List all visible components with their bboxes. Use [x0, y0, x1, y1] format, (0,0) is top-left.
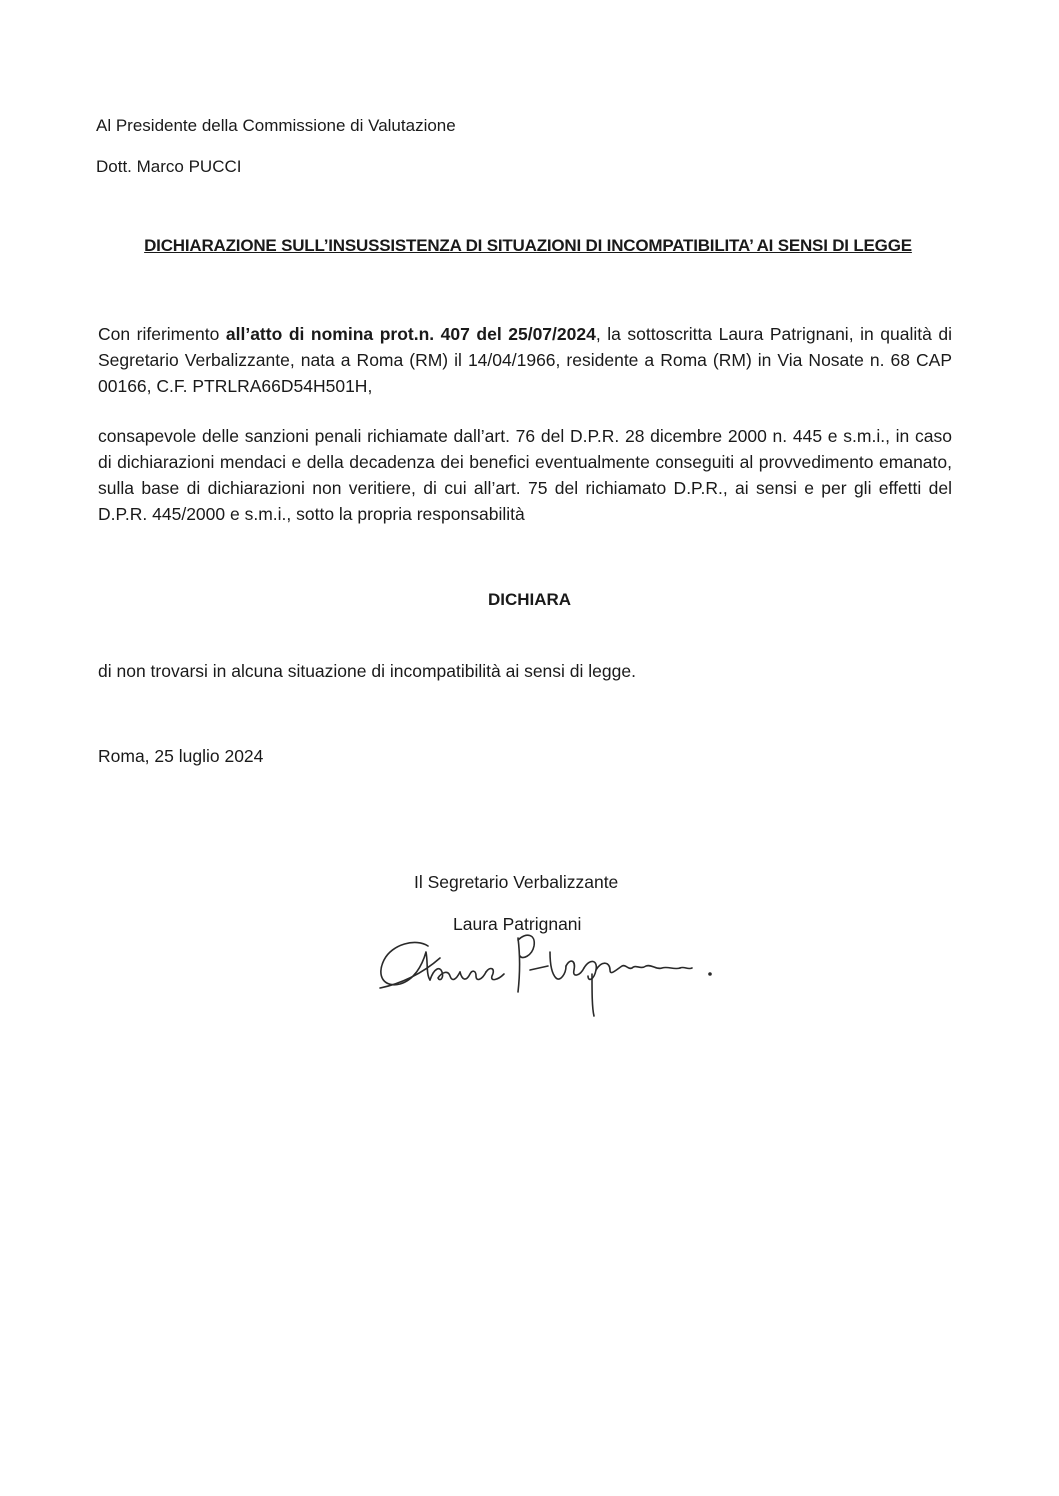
handwritten-signature: [370, 908, 730, 1018]
reference-paragraph-prefix: Con riferimento: [98, 324, 226, 344]
awareness-paragraph: consapevole delle sanzioni penali richiamate dall’art. 76 del D.P.R. 28 dicembre 2000 n. 445 e s.m.i., in caso di dichiarazioni mendaci e della decadenza dei benefici eventualmente conseguiti al provvedimento emanato, sulla base di dichiarazioni non veritiere, di cui all’art. 75 del richiamato D.P.R., ai sensi e per gli effetti del D.P.R. 445/2000 e s.m.i., sotto la propria responsabilità: [98, 426, 952, 524]
reference-paragraph-suffix: , la sottoscritta Laura Patrignani, in qualità di Segretario Verbalizzante, nata a Roma (RM) il 14/04/1966, residente a Roma (RM) in Via Nosate n. 68 CAP 00166, C.F. PTRLRA66D54H501H,: [98, 324, 953, 396]
place-date: Roma, 25 luglio 2024: [98, 746, 264, 766]
document-title: DICHIARAZIONE SULL’INSUSSISTENZA DI SITUAZIONI DI INCOMPATIBILITA’ AI SENSI DI LEGGE: [144, 236, 912, 255]
declaration-statement: di non trovarsi in alcuna situazione di incompatibilità ai sensi di legge.: [98, 661, 636, 681]
signer-name: Laura Patrignani: [453, 914, 582, 934]
signer-role: Il Segretario Verbalizzante: [414, 872, 619, 892]
appointment-act-reference: all’atto di nomina prot.n. 407 del 25/07/2024: [225, 324, 596, 344]
recipient-name: Dott. Marco PUCCI: [96, 157, 242, 176]
reference-paragraph: [98, 321, 952, 399]
recipient-line: Al Presidente della Commissione di Valutazione: [96, 116, 456, 135]
declaration-heading: DICHIARA: [487, 590, 572, 609]
